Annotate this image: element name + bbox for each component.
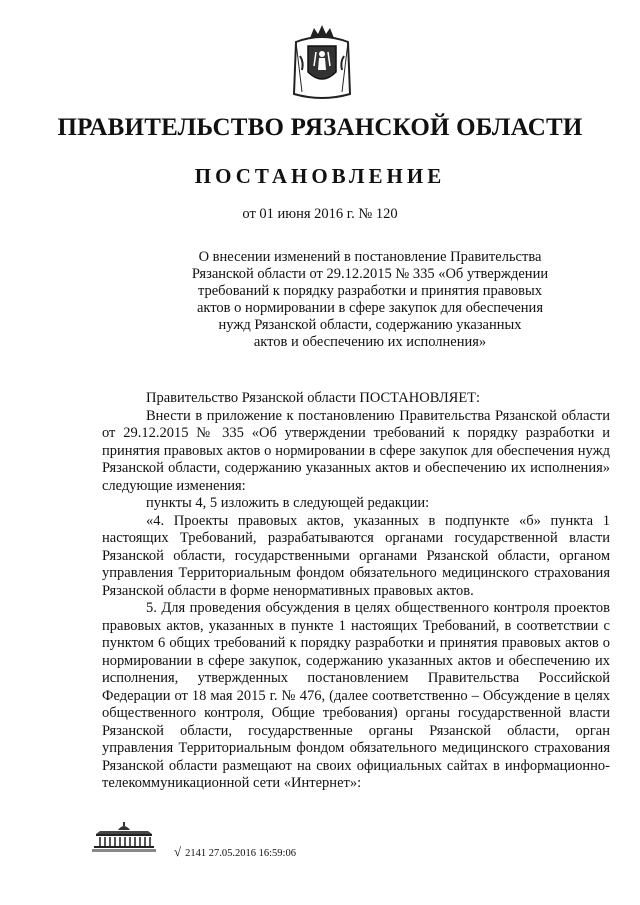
subject-line: актов и обеспечению их исполнения» — [253, 334, 487, 350]
subject-line: актов о нормировании в сфере закупок для обеспечения — [197, 300, 543, 316]
checkmark-icon: √ — [174, 844, 182, 859]
government-title: ПРАВИТЕЛЬСТВО РЯЗАНСКОЙ ОБЛАСТИ — [57, 114, 583, 141]
subject-line: требований к порядку разработки и принятия правовых — [197, 283, 543, 299]
body-paragraph: Внести в приложение к постановлению Правительства Рязанской области от 29.12.2015 № 335 «Об утверждении требований к порядку разработки и принятия правовых актов о нормировании в сфере закупок для обеспечения нужд Рязанской области, содержанию указанных актов и обеспечению их исполнения» следующие изменения: — [102, 407, 610, 494]
document-body — [102, 390, 610, 793]
body-paragraph: пункты 4, 5 изложить в следующей редакции: — [146, 495, 430, 511]
preamble-paragraph: Правительство Рязанской области ПОСТАНОВЛЯЕТ: — [146, 390, 481, 406]
coat-of-arms-emblem — [290, 22, 354, 100]
building-logo-icon — [88, 822, 160, 854]
clause-4-paragraph: «4. Проекты правовых актов, указанных в подпункте «б» пункта 1 настоящих Требований, разрабатываются органами государственной власти Рязанской области, государственными органами Рязанской области, органом управления Территориальным фондом обязательного медицинского страхования Рязанской области в форме ненормативных правовых актов. — [102, 512, 610, 599]
document-date-number: от 01 июня 2016 г. № 120 — [242, 206, 398, 222]
registration-stamp-text: 2141 27.05.2016 16:59:06 — [185, 848, 296, 859]
document-subject — [160, 249, 580, 351]
subject-line: О внесении изменений в постановление Правительства — [198, 249, 542, 265]
subject-line: Рязанской области от 29.12.2015 № 335 «Об утверждении — [191, 266, 549, 282]
registration-stamp — [174, 844, 296, 860]
clause-5-paragraph: 5. Для проведения обсуждения в целях общественного контроля проектов правовых актов, указанных в пункте 1 настоящих Требований, в соответствии с пунктом 6 общих требований к порядку разработки и принятия правовых актов о нормировании в сфере закупок, содержанию указанных актов и обеспечению их исполнения, утвержденных постановлением Правительства Российской Федерации от 18 мая 2015 г. № 476, (далее соответственно – Обсуждение в целях общественного контроля, Общие требования) органы государственной власти Рязанской области, государственные органы Рязанской области, орган управления Территориальным фондом обязательного медицинского страхования Рязанской области размещают на своих официальных сайтах в информационно-телекоммуникационной сети «Интернет»: — [102, 600, 610, 791]
subject-line: нужд Рязанской области, содержанию указанных — [218, 317, 522, 333]
document-type-title: ПОСТАНОВЛЕНИЕ — [194, 164, 446, 188]
